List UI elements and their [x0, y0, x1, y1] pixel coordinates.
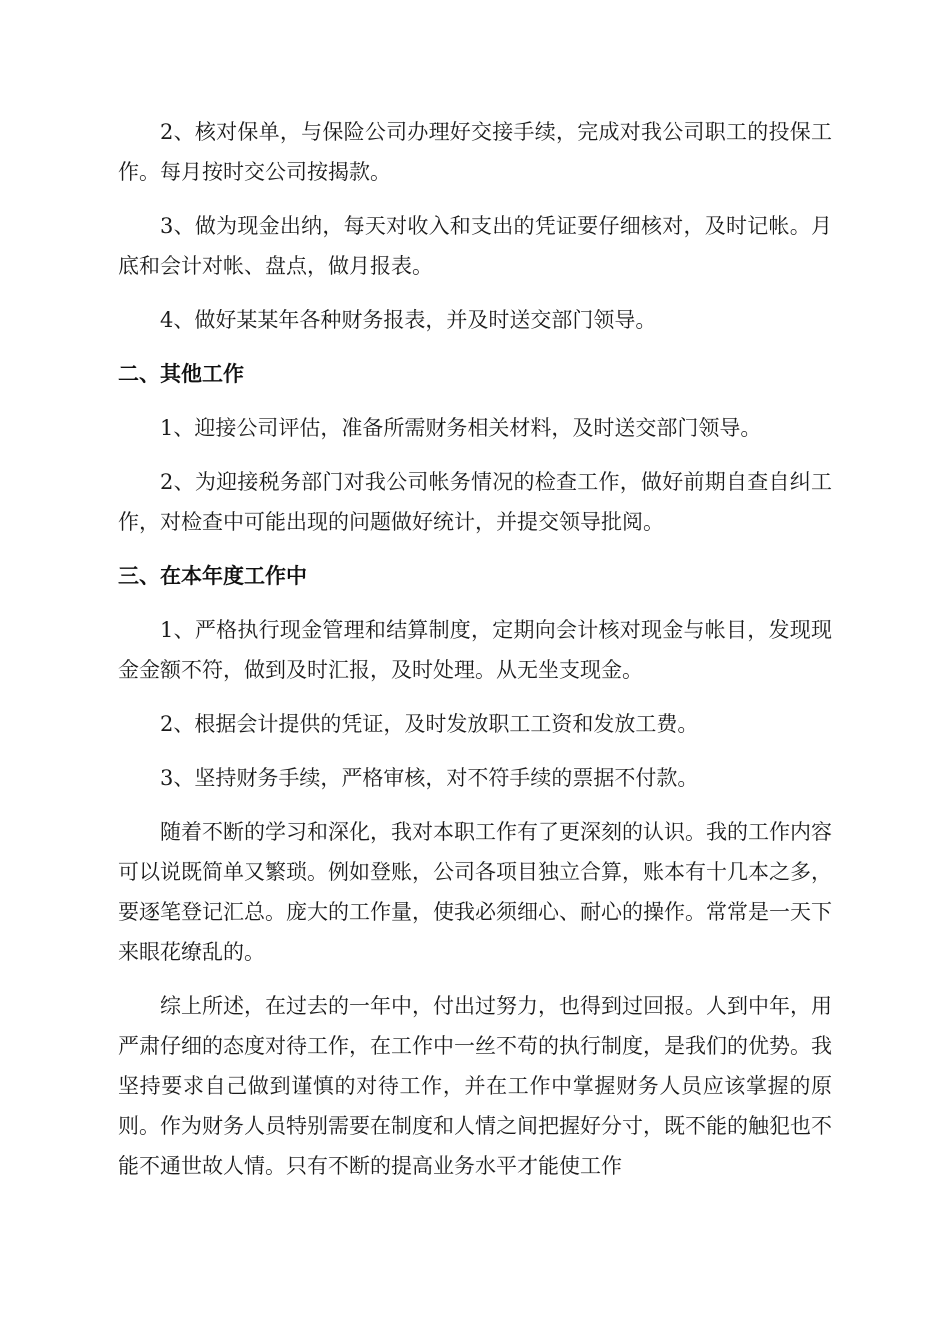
paragraph-item-1-evaluation: 1、迎接公司评估，准备所需财务相关材料，及时送交部门领导。	[160, 416, 762, 440]
paragraph-item-3-procedures: 3、坚持财务手续，严格审核，对不符手续的票据不付款。	[160, 766, 699, 790]
paragraph-item-4-reports: 4、做好某某年各种财务报表，并及时送交部门领导。	[160, 308, 657, 332]
section-heading-this-year: 三、在本年度工作中	[118, 564, 307, 588]
paragraph-item-2-payroll: 2、根据会计提供的凭证，及时发放职工工资和发放工费。	[160, 712, 699, 736]
paragraph-item-1-cash-management: 1、严格执行现金管理和结算制度，定期向会计核对现金与帐目，发现现金金额不符，做到及时汇报，及时处理。从无坐支现金。	[118, 618, 832, 682]
section-heading-other-work: 二、其他工作	[118, 362, 244, 386]
paragraph-reflection: 随着不断的学习和深化，我对本职工作有了更深刻的认识。我的工作内容可以说既简单又繁琐。例如登账，公司各项目独立合算，账本有十几本之多，要逐笔登记汇总。庞大的工作量，使我必须细心、耐心的操作。常常是一天下来眼花缭乱的。	[118, 820, 832, 964]
paragraph-item-2-tax-inspection: 2、为迎接税务部门对我公司帐务情况的检查工作，做好前期自查自纠工作，对检查中可能出现的问题做好统计，并提交领导批阅。	[118, 470, 832, 534]
paragraph-item-2-insurance: 2、核对保单，与保险公司办理好交接手续，完成对我公司职工的投保工作。每月按时交公司按揭款。	[118, 120, 832, 184]
document-body	[118, 112, 832, 1200]
paragraph-summary: 综上所述，在过去的一年中，付出过努力，也得到过回报。人到中年，用严肃仔细的态度对待工作，在工作中一丝不苟的执行制度，是我们的优势。我坚持要求自己做到谨慎的对待工作，并在工作中掌握财务人员应该掌握的原则。作为财务人员特别需要在制度和人情之间把握好分寸，既不能的触犯也不能不通世故人情。只有不断的提高业务水平才能使工作	[118, 994, 832, 1178]
paragraph-item-3-cashier: 3、做为现金出纳，每天对收入和支出的凭证要仔细核对，及时记帐。月底和会计对帐、盘点，做月报表。	[118, 214, 832, 278]
